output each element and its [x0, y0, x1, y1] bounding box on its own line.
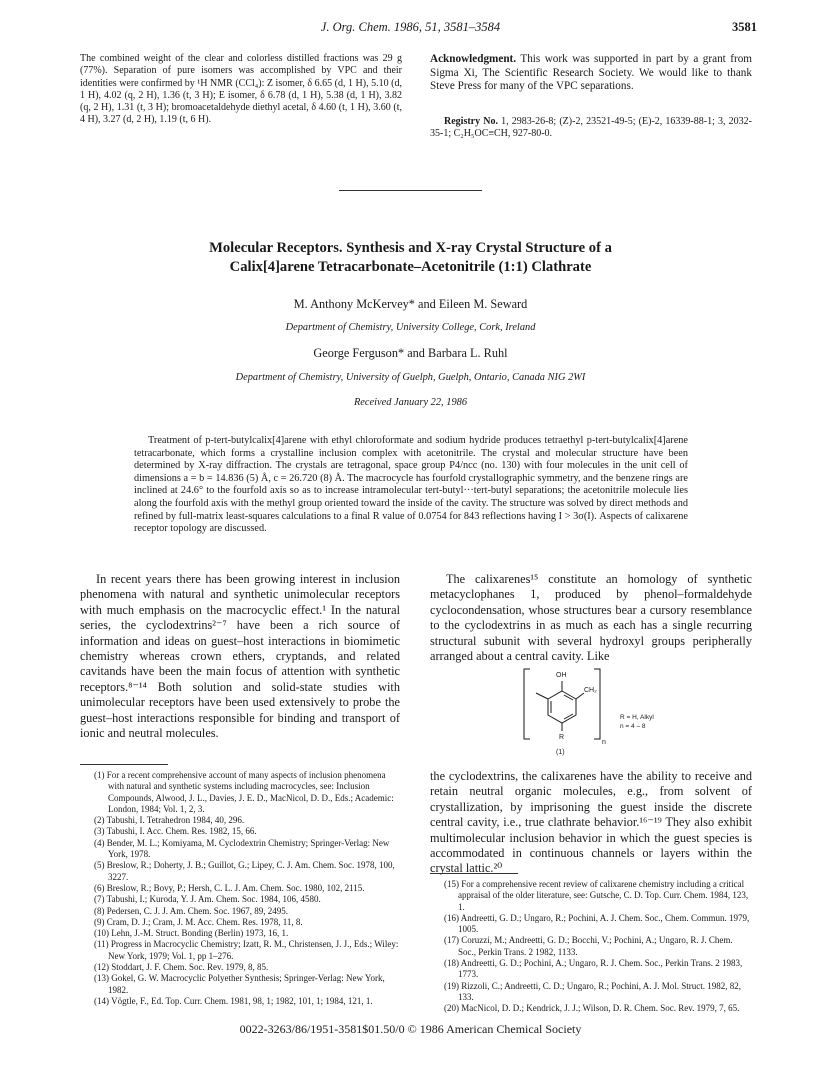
n-subscript: n	[602, 739, 606, 746]
footnote-2: (2) Tabushi, I. Tetrahedron 1984, 40, 296.	[94, 815, 245, 826]
received-date: Received January 22, 1986	[353, 397, 468, 408]
left-bracket	[524, 669, 530, 739]
footnote-15: (15) For a comprehensive recent review of calixarene chemistry including a critical appraisal of the older literature, see: Gutsche, C. D. Top. Curr. Chem. 1984, 123, 1.	[444, 879, 749, 912]
affiliation-2: Department of Chemistry, University of Guelph, Guelph, Ontario, Canada NIG 2WI	[235, 372, 586, 383]
footnotes-right	[444, 879, 752, 1015]
footnote-rule-right	[430, 873, 518, 874]
benzene-ring	[548, 691, 576, 723]
r-definition: R = H, Alkyl	[620, 714, 654, 721]
footnote-9: (9) Cram, D. J.; Cram, J. M. Acc. Chem. Res. 1978, 11, 8.	[94, 916, 303, 927]
footnote-4: (4) Bender, M. L.; Komiyama, M. Cyclodextrin Chemistry; Springer-Verlag: New York, 1978.	[94, 837, 390, 860]
calixarene-structure-figure	[512, 665, 752, 760]
footnote-12: (12) Stoddart, J. F. Chem. Soc. Rev. 1979, 8, 85.	[94, 962, 269, 973]
page-number: 3581	[732, 20, 757, 34]
running-header	[0, 20, 821, 38]
registry-heading: Registry No.	[444, 116, 498, 127]
body-text-right-top: The calixarenes¹⁵ constitute an homology of synthetic metacyclophanes 1, produced by phenol–formaldehyde cyclocondensation, whose structures bear a cursory resemblance to the cyclodextrins in as much as each has a single recurring structural subunit with several hydroxyl groups peripherally arranged about a central cavity. Like	[430, 572, 752, 664]
acknowledgment-text: This work was supported in part by a grant from Sigma Xi, The Scientific Research Society. We would like to thank Steve Press for many of the VPC separations.	[430, 53, 752, 93]
authors-group-2: George Ferguson* and Barbara L. Ruhl	[313, 346, 508, 360]
footnote-1: (1) For a recent comprehensive account of many aspects of inclusion phenomena with natural and synthetic systems including macrocycles, see: Inclusion Compounds, Alwood, J. L., Davies, J. E. D., MacNicol, D. D., Eds.; Academic: London, 1984; Vol. 1, 2, 3.	[94, 770, 394, 814]
footnote-17: (17) Coruzzi, M.; Andreetti, G. D.; Bocchi, V.; Pochini, A.; Ungaro, R. J. Chem. Soc., Perkin Trans. 2 1982, 1133.	[444, 935, 733, 957]
prev-article-acknowledgment	[430, 53, 752, 94]
footnote-19: (19) Rizzoli, C.; Andreetti, C. D.; Ungaro, R.; Pochini, A. J. Mol. Struct. 1982, 82, 133.	[444, 980, 741, 1002]
ch2-label: CH₂	[584, 687, 597, 694]
footnote-20: (20) MacNicol, D. D.; Kendrick, J. J.; Wilson, D. R. Chem. Soc. Rev. 1979, 7, 65.	[444, 1003, 740, 1014]
footnote-5: (5) Breslow, R.; Doherty, J. B.; Guillot, G.; Lipey, C. J. Am. Chem. Soc. 1978, 100, 3227.	[94, 860, 395, 882]
footnotes-left	[94, 770, 400, 1007]
footnote-13: (13) Gokel, G. W. Macrocyclic Polyether Synthesis; Springer-Verlag: New York, 1982.	[94, 973, 385, 995]
abstract: Treatment of p-tert-butylcalix[4]arene with ethyl chloroformate and sodium hydride produces tetraethyl p-tert-butylcalix[4]arene tetracarbonate, which forms a crystalline inclusion complex with acetonitrile. The crystal and molecular structure have been determined by X-ray diffraction. The crystals are tetragonal, space group P4/ncc (no. 130) with four molecules in the unit cell of dimensions a = b = 14.836 (5) Å, c = 26.720 (8) Å. The macrocycle has fourfold crystallographic symmetry, and the benzene rings are inclined at 24.6° to the fourfold axis so as to increase intramolecular tert-butyl···tert-butyl separations; the acetonitrile molecule lies along the fourfold axis with the methyl group oriented toward the inside of the cavity. The structure was solved by direct methods and refined by full-matrix least-squares calculations to a final R value of 0.0754 for 843 reflections having I > 3σ(I). Aspects of calixarene receptor topology are discussed.	[134, 435, 688, 535]
prev-experimental-text: The combined weight of the clear and colorless distilled fractions was 29 g (77%). Separation of pure isomers was accomplished by VPC and their identities were confirmed by ¹H NMR (CCl₄): Z isomer, δ 6.65 (d, 1 H), 5.10 (d, 1 H), 4.02 (q, 2 H), 1.36 (t, 3 H); E isomer, δ 6.78 (d, 1 H), 5.38 (d, 1 H), 3.82 (q, 2 H), 1.31 (t, 3 H); bromoacetaldehyde diethyl acetal, δ 4.60 (t, 1 H), 3.60 (t, 4 H), 3.27 (d, 2 H), 1.19 (t, 6 H).	[80, 53, 402, 126]
prev-article-registry	[430, 116, 752, 141]
ch2-bond	[576, 693, 584, 699]
registry-text: 1, 2983-26-8; (Z)-2, 23521-49-5; (E)-2, 16339-88-1; 3, 2032-35-1; C₂H₅OC≡CH, 927-80-0.	[430, 116, 752, 140]
oh-label: OH	[556, 672, 567, 679]
article-separator	[339, 190, 482, 191]
body-text-right-bottom: the cyclodextrins, the calixarenes have the ability to receive and retain neutral organic molecules, e.g., from solvent of crystallization, by imprisoning the guest inside the discrete central cavity, i.e., true clathrate behavior.¹⁶⁻¹⁹ They also exhibit multimolecular inclusion behavior in which the guest species is accommodated in continuous channels or layers within the crystal lattic.²⁰	[430, 769, 752, 876]
copyright-footer: 0022-3263/86/1951-3581$01.50/0 © 1986 American Chemical Society	[239, 1022, 582, 1036]
affiliation-1: Department of Chemistry, University College, Cork, Ireland	[285, 322, 536, 333]
n-definition: n = 4 – 8	[620, 723, 646, 730]
footnote-10: (10) Lehn, J.-M. Struct. Bonding (Berlin) 1973, 16, 1.	[94, 928, 289, 939]
right-bracket	[594, 669, 600, 739]
footnote-14: (14) Vögtle, F., Ed. Top. Curr. Chem. 1981, 98, 1; 1982, 101, 1; 1984, 121, 1.	[94, 995, 373, 1006]
compound-number: (1)	[556, 749, 565, 756]
journal-citation: J. Org. Chem. 1986, 51, 3581–3584	[320, 20, 501, 34]
footnote-3: (3) Tabushi, I. Acc. Chem. Res. 1982, 15, 66.	[94, 826, 257, 837]
footnote-rule-left	[80, 764, 168, 765]
footnote-6: (6) Breslow, R.; Bovy, P.; Hersh, C. L. J. Am. Chem. Soc. 1980, 102, 2115.	[94, 882, 365, 893]
body-text-left: In recent years there has been growing interest in inclusion phenomena with natural and synthetic unimolecular receptors with much emphasis on the macrocyclic effect.¹ In the natural series, the cyclodextrins²⁻⁷ have been a rich source of information and ideas on guest–host interactions in biomimetic chemistry whereas crown ethers, cryptands, and related cavitands have been the main focus of attention with synthetic receptors.⁸⁻¹⁴ Both solution and solid-state studies with unimolecular receptors have been used extensively to probe the guest–host interactions responsible for binding and transport of ionic and neutral molecules.	[80, 572, 400, 741]
footnote-16: (16) Andreetti, G. D.; Ungaro, R.; Pochini, A. J. Chem. Soc., Chem. Commun. 1979, 1005.	[444, 912, 750, 935]
r-label: R	[559, 734, 565, 741]
prev-article-experimental	[80, 53, 402, 127]
article-title	[80, 239, 741, 277]
acknowledgment-heading: Acknowledgment.	[430, 53, 517, 65]
footnote-18: (18) Andreetti, G. D.; Pochini, A.; Ungaro, R. J. Chem. Soc., Perkin Trans. 2 1983, 1773.	[444, 958, 743, 980]
article-title-line-2: Calix[4]arene Tetracarbonate–Acetonitrile (1:1) Clathrate	[229, 259, 592, 275]
footnote-7: (7) Tabushi, I.; Kuroda, Y. J. Am. Chem. Soc. 1984, 106, 4580.	[94, 894, 321, 905]
authors-group-1: M. Anthony McKervey* and Eileen M. Seward	[293, 297, 528, 311]
article-title-line-1: Molecular Receptors. Synthesis and X-ray Crystal Structure of a	[209, 240, 612, 256]
footnote-11: (11) Progress in Macrocyclic Chemistry; Izatt, R. M., Christensen, J. J., Eds.; Wiley: New York, 1979; Vol. 1, pp 1–276.	[94, 939, 399, 961]
footnote-8: (8) Pedersen, C. J. J. Am. Chem. Soc. 1967, 89, 2495.	[94, 905, 288, 916]
